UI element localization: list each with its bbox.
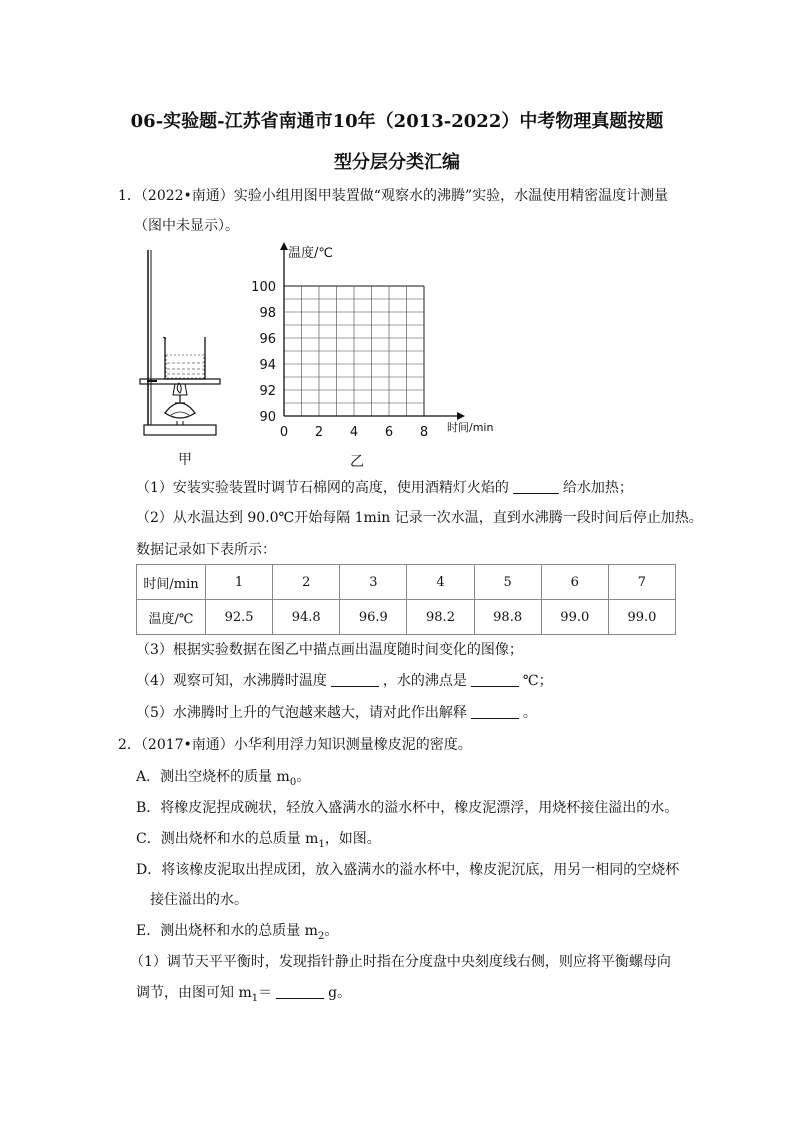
table-cell: 99.0 (608, 600, 675, 635)
q2-part1-text: 调节，由图可知 m (136, 985, 252, 1001)
y-tick-label: 96 (259, 332, 276, 347)
x-tick-label: 4 (349, 425, 359, 440)
q2-step-d-line2: 接住溢出的水。 (150, 892, 248, 908)
chart-grid (284, 286, 424, 416)
x-tick-label: 8 (419, 425, 429, 440)
q2-step-d-line1: D．将该橡皮泥取出捏成团，放入盛满水的溢水杯中，橡皮泥沉底，用另一相同的空烧杯 (136, 862, 680, 878)
y-tick-label: 94 (259, 358, 276, 373)
table-cell: 94.8 (273, 600, 340, 635)
y-axis-arrow (280, 242, 288, 250)
q2-part1-line1: （1）调节天平平衡时，发现指针静止时指在分度盘中央刻度线右侧，则应将平衡螺母向 (130, 954, 671, 970)
table-cell: 2 (273, 565, 340, 600)
q1-part4-blank1 (331, 672, 379, 687)
table-cell: 4 (407, 565, 474, 600)
x-tick-label: 6 (384, 425, 394, 440)
q1-part1-text: （1）安装实验装置时调节石棉网的高度，使用酒精灯火焰的 (136, 480, 509, 496)
q2-step-c-sub: 1 (318, 838, 325, 850)
y-tick-label: 98 (259, 306, 276, 321)
table-header-time: 时间/min (137, 565, 206, 600)
q1-part4-text: （4）观察可知，水沸腾时温度 (136, 673, 327, 689)
figure-yi-label: 乙 (350, 454, 364, 470)
chart-x-axis-label: 时间/min (447, 421, 494, 434)
page-title-line2: 型分层分类汇编 (334, 152, 460, 173)
y-tick-label: 92 (259, 384, 276, 399)
data-table (136, 564, 676, 635)
table-cell: 1 (206, 565, 273, 600)
q2-step-b: B．将橡皮泥捏成碗状，轻放入盛满水的溢水杯中，橡皮泥漂浮，用烧杯接住溢出的水。 (136, 800, 679, 816)
figure-jia-label: 甲 (178, 452, 192, 468)
table-cell: 6 (541, 565, 608, 600)
q2-step-c (136, 829, 381, 855)
q2-step-e (136, 921, 338, 947)
page-title-line1: 06-实验题-江苏省南通市10年（2013-2022）中考物理真题按题 (130, 111, 664, 132)
q2-step-e-end: 。 (324, 923, 339, 939)
q2-step-c-end: ，如图。 (324, 831, 381, 847)
q1-part1 (136, 478, 633, 498)
chart-axes (280, 242, 465, 420)
q1-part4 (136, 671, 553, 691)
q2-step-c-text: C．测出烧杯和水的总质量 m (136, 831, 319, 847)
q2-step-a (136, 767, 310, 793)
q2-part1-line2 (136, 983, 351, 1009)
q1-part4-blank2 (471, 672, 519, 687)
q1-part1-text-end: 给水加热； (562, 480, 633, 496)
q2-intro: 2．（2017•南通）小华利用浮力知识测量橡皮泥的密度。 (118, 737, 472, 753)
x-tick-label: 0 (279, 425, 289, 440)
table-cell: 96.9 (340, 600, 407, 635)
x-axis-arrow (457, 412, 465, 420)
q2-part1-end: g。 (328, 985, 352, 1001)
q1-part1-blank (513, 479, 559, 494)
table-cell: 99.0 (541, 600, 608, 635)
q1-part4-text-end: ℃； (522, 673, 553, 689)
table-cell: 3 (340, 565, 407, 600)
q2-step-a-end: 。 (296, 769, 311, 785)
q1-table-caption: 数据记录如下表所示： (136, 542, 276, 558)
table-row-temp (137, 600, 676, 635)
q2-part1-blank (276, 984, 324, 999)
temperature-time-chart (250, 240, 510, 450)
q2-step-a-sub: 0 (289, 776, 297, 788)
q2-step-e-sub: 2 (317, 930, 325, 942)
table-cell: 7 (608, 565, 675, 600)
q1-part4-text-mid: ，水的沸点是 (382, 673, 467, 689)
table-cell: 5 (474, 565, 541, 600)
table-row-time (137, 565, 676, 600)
apparatus-figure (135, 245, 225, 440)
chart-y-axis-label: 温度/℃ (288, 246, 333, 261)
x-tick-label: 2 (314, 425, 324, 440)
q2-part1-sub: 1 (251, 992, 259, 1004)
table-header-temp: 温度/℃ (137, 600, 206, 635)
q2-step-e-text: E．测出烧杯和水的总质量 m (136, 923, 318, 939)
q1-part5-blank (471, 704, 519, 719)
q2-step-a-text: A．测出空烧杯的质量 m (136, 769, 290, 785)
q1-intro-line2: （图中未显示）。 (134, 218, 239, 234)
q1-intro-line1: 1．（2022•南通）实验小组用图甲装置做“观察水的沸腾”实验，水温使用精密温度计测量 (118, 188, 669, 204)
q1-part3: （3）根据实验数据在图乙中描点画出温度随时间变化的图像； (136, 642, 523, 658)
q1-part5-text-end: 。 (522, 705, 537, 721)
y-tick-label: 90 (259, 410, 276, 425)
q1-part2: （2）从水温达到 90.0℃开始每隔 1min 记录一次水温，直到水沸腾一段时间后停止加热。 (136, 510, 703, 526)
q2-part1-equals: ＝ (258, 985, 273, 1001)
y-tick-label: 100 (251, 280, 276, 295)
table-cell: 98.8 (474, 600, 541, 635)
q1-part5 (136, 703, 537, 723)
table-cell: 92.5 (206, 600, 273, 635)
table-cell: 98.2 (407, 600, 474, 635)
q1-part5-text: （5）水沸腾时上升的气泡越来越大，请对此作出解释 (136, 705, 467, 721)
